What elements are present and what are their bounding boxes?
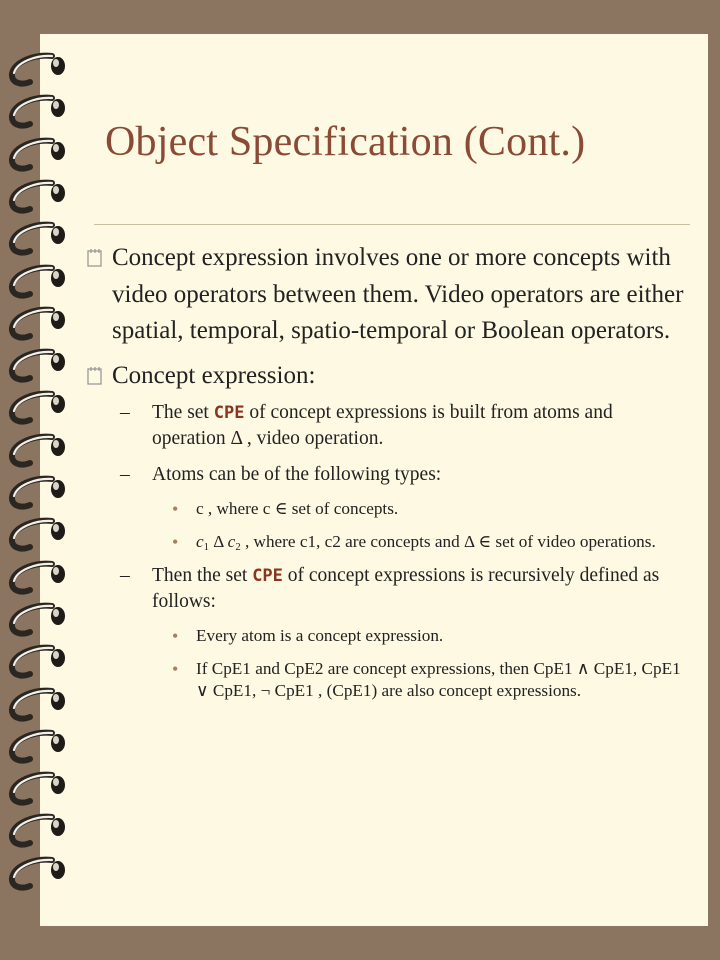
binding-ring: [8, 348, 68, 386]
binding-ring: [8, 390, 68, 428]
atom-type-1: [84, 498, 684, 521]
atom-type-2: [84, 531, 684, 554]
binding-ring: [8, 179, 68, 217]
dot-marker: •: [172, 499, 179, 519]
binding-ring: [8, 771, 68, 809]
text-segment: If CpE1 and CpE2 are concept expressions, then CpE1 ∧ CpE1, CpE1 ∨ CpE1, ¬ CpE1 , (CpE1) are also concept expressions.: [196, 658, 681, 700]
sub-bullet-atoms: [84, 462, 684, 488]
dash-marker: –: [120, 402, 130, 423]
text-segment: Atoms can be of the following types:: [152, 464, 442, 485]
cpe-term: CPE: [213, 403, 245, 423]
dash-marker: –: [120, 464, 130, 485]
sub-bullet-recursive: [84, 563, 684, 615]
atom-expression: $c_1$ Δ $c_2$: [196, 531, 241, 553]
binding-ring: [8, 517, 68, 555]
binding-ring: [8, 687, 68, 725]
binding-ring: [8, 602, 68, 640]
bullet-text: Concept expression:: [112, 361, 316, 389]
binding-ring: [8, 560, 68, 598]
binding-ring: [8, 644, 68, 682]
text-segment: c , where c ∈ set of concepts.: [196, 499, 399, 518]
text-segment: , where c1, c2 are concepts and Δ ∈ set of video operations.: [244, 531, 656, 551]
binding-ring: [8, 137, 68, 175]
dot-marker: •: [172, 658, 179, 679]
bullet-text: Concept expression involves one or more concepts with video operators between them. Video operators are either spatial, temporal, spatio-temporal or Boolean operators.: [112, 244, 684, 344]
notepad-bullet-icon: [86, 248, 104, 268]
binding-ring: [8, 729, 68, 767]
recursive-rule-2: [84, 658, 684, 703]
text-segment: of concept expressions is built from atoms and operation Δ , video operation.: [152, 402, 613, 449]
binding-ring: [8, 433, 68, 471]
text-segment: Every atom is a concept expression.: [196, 626, 444, 645]
binding-ring: [8, 52, 68, 90]
bullet-concept-expression-intro: [84, 240, 684, 350]
binding-ring: [8, 813, 68, 851]
slide-title: Object Specification (Cont.): [105, 119, 586, 165]
binding-ring: [8, 264, 68, 302]
bullet-concept-expression: [84, 358, 684, 395]
binding-ring: [8, 306, 68, 344]
cpe-term: CPE: [252, 566, 283, 586]
dash-marker: –: [120, 565, 130, 586]
recursive-rule-1: [84, 625, 684, 648]
slide-content: [84, 240, 684, 713]
binding-ring: [8, 221, 68, 259]
title-divider: [94, 224, 690, 225]
binding-ring: [8, 856, 68, 894]
notepad-bullet-icon: [86, 366, 104, 386]
dot-marker: •: [172, 531, 179, 552]
binding-ring: [8, 475, 68, 513]
binding-ring: [8, 94, 68, 132]
dot-marker: •: [172, 626, 179, 646]
text-segment: The set: [152, 402, 209, 423]
text-segment: Then the set: [152, 565, 248, 586]
text-segment: of concept expressions is recursively defined as follows:: [152, 565, 660, 612]
sub-bullet-set-definition: [84, 400, 684, 452]
